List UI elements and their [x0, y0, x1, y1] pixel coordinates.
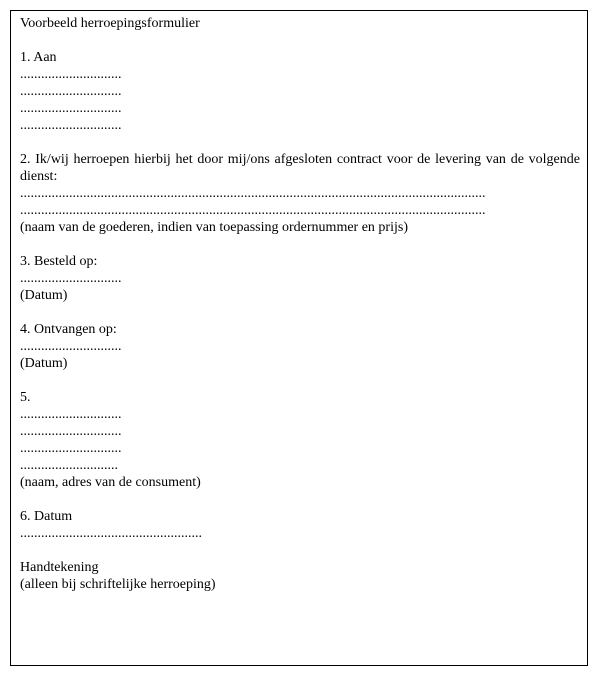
section-5-dotted-line: .............................	[20, 407, 122, 422]
section-3-dotted-line: .............................	[20, 271, 122, 286]
section-1-dotted-line: .............................	[20, 84, 122, 99]
section-1-dotted-line: .............................	[20, 101, 122, 116]
section-6-dotted-line: ....................................................	[20, 526, 202, 541]
section-5-heading: 5.	[20, 390, 31, 405]
section-1-dotted-line: .............................	[20, 67, 122, 82]
section-2-text: 2. Ik/wij herroepen hierbij het door mij/ons afgesloten contract voor de levering van de volgende dienst:	[20, 152, 580, 184]
section-3-heading: 3. Besteld op:	[20, 254, 98, 269]
section-5-dotted-line: .............................	[20, 441, 122, 456]
form-frame	[10, 10, 588, 666]
section-5-note: (naam, adres van de consument)	[20, 475, 201, 490]
section-2-dotted-line: .....................................................................................................................................	[20, 186, 486, 201]
section-3-note: (Datum)	[20, 288, 68, 303]
section-2-dotted-line: .....................................................................................................................................	[20, 203, 486, 218]
section-2-note: (naam van de goederen, indien van toepassing ordernummer en prijs)	[20, 220, 408, 235]
section-4-heading: 4. Ontvangen op:	[20, 322, 117, 337]
section-4-note: (Datum)	[20, 356, 68, 371]
section-1-dotted-line: .............................	[20, 118, 122, 133]
signature-label: Handtekening	[20, 560, 99, 575]
section-6-heading: 6. Datum	[20, 509, 73, 524]
form-title: Voorbeeld herroepingsformulier	[20, 16, 200, 31]
form-content	[20, 15, 580, 593]
section-4-dotted-line: .............................	[20, 339, 122, 354]
signature-note: (alleen bij schriftelijke herroeping)	[20, 577, 216, 592]
section-5-dotted-line: .............................	[20, 424, 122, 439]
section-1-heading: 1. Aan	[20, 50, 57, 65]
section-5-dotted-line: ............................	[20, 458, 118, 473]
